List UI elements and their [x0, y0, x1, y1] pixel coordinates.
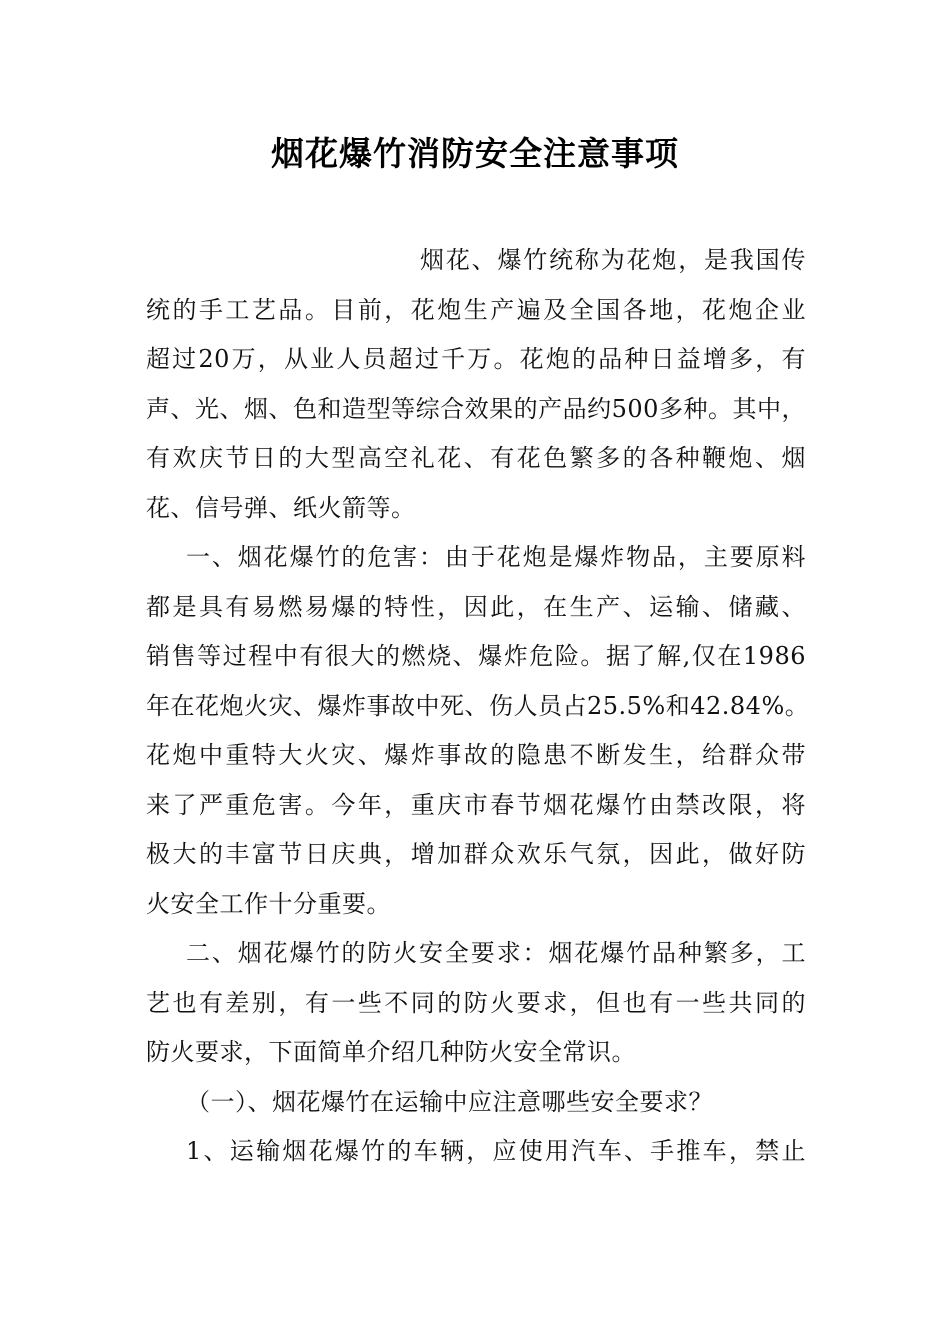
paragraph-line: 艺也有差别，有一些不同的防火要求，但也有一些共同的: [146, 988, 806, 1017]
paragraph-line: 声、光、烟、色和造型等综合效果的产品约500多种。其中，: [146, 394, 806, 423]
paragraph-line: 来了严重危害。今年，重庆市春节烟花爆竹由禁改限，将: [146, 790, 806, 819]
paragraph-line: 销售等过程中有很大的燃烧、爆炸危险。据了解,仅在1986: [146, 642, 806, 670]
paragraph-line: 火安全工作十分重要。: [146, 889, 391, 918]
paragraph-line: 花炮中重特大火灾、爆炸事故的隐患不断发生，给群众带: [146, 741, 806, 769]
paragraph-line: 烟花、爆竹统称为花炮，是我国传: [420, 246, 806, 274]
paragraph-line: 防火要求，下面简单介绍几种防火安全常识。: [146, 1038, 636, 1066]
paragraph-line: 年在花炮火灾、爆炸事故中死、伤人员占25.5%和42.84%。: [146, 691, 810, 720]
paragraph-line: 1、运输烟花爆竹的车辆，应使用汽车、手推车，禁止: [186, 1137, 806, 1165]
paragraph-line: 超过20万，从业人员超过千万。花炮的品种日益增多，有: [146, 345, 806, 373]
document-body: [146, 236, 810, 1177]
paragraph-line: 一、烟花爆竹的危害：由于花炮是爆炸物品，主要原料: [186, 543, 806, 571]
paragraph-line: 极大的丰富节日庆典，增加群众欢乐气氛，因此，做好防: [146, 840, 806, 868]
document-title: 烟花爆竹消防安全注意事项: [271, 134, 679, 173]
paragraph-line: 都是具有易燃易爆的特性，因此，在生产、运输、储藏、: [146, 592, 806, 621]
paragraph-line: 统的手工艺品。目前，花炮生产遍及全国各地，花炮企业: [146, 295, 806, 324]
section-heading: （一）、烟花爆竹在运输中应注意哪些安全要求？: [186, 1087, 713, 1116]
paragraph-line: 二、烟花爆竹的防火安全要求：烟花爆竹品种繁多，工: [186, 939, 806, 967]
paragraph-line: 花、信号弹、纸火箭等。: [146, 493, 416, 522]
paragraph-line: 有欢庆节日的大型高空礼花、有花色繁多的各种鞭炮、烟: [146, 444, 806, 472]
